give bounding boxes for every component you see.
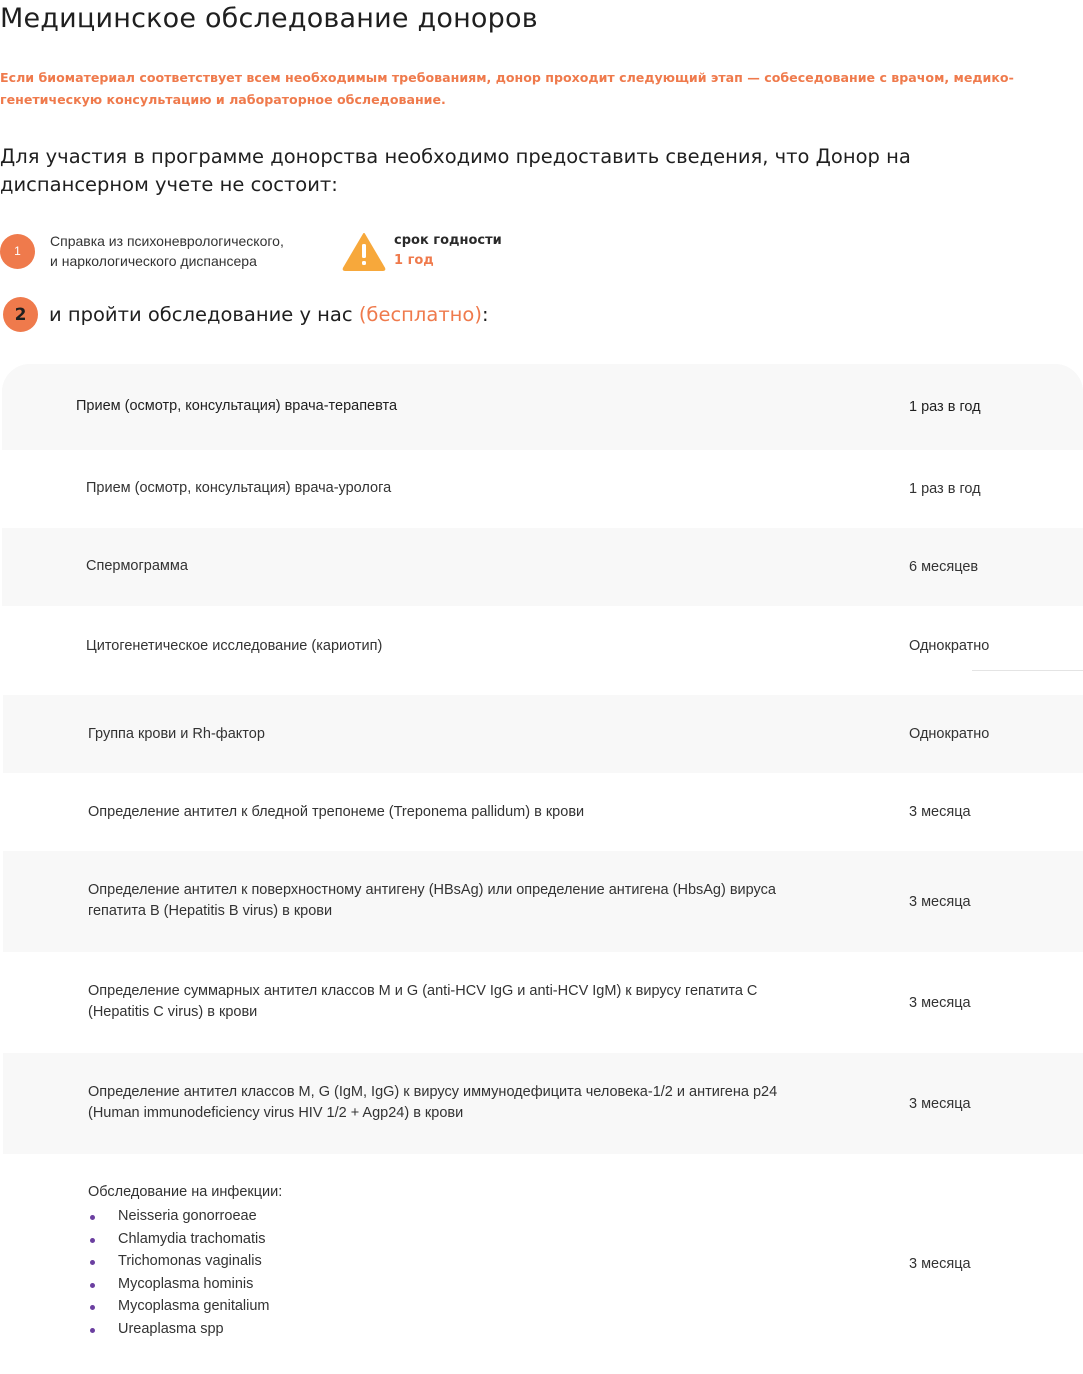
row-name-line: гепатита B (Hepatitis B virus) в крови bbox=[88, 903, 333, 919]
step-1 bbox=[0, 229, 502, 273]
row-frequency: 1 раз в год bbox=[909, 399, 981, 415]
step-1-badge: 1 bbox=[0, 234, 35, 269]
row-frequency: Однократно bbox=[909, 726, 990, 742]
row-name-line: Определение антител классов M, G (IgM, IgG) к вирусу иммунодефицита человека-1/2 и антигена p24 bbox=[88, 1084, 778, 1100]
requirements-heading: Для участия в программе донорства необходимо предоставить сведения, что Донор на диспансерном учете не состоит: bbox=[0, 145, 911, 196]
row-name bbox=[88, 880, 776, 922]
list-item: Mycoplasma hominis bbox=[88, 1273, 282, 1296]
table-row bbox=[3, 1053, 1083, 1154]
divider bbox=[972, 670, 1083, 671]
row-frequency: 1 раз в год bbox=[909, 481, 981, 497]
row-frequency: 3 месяца bbox=[909, 1256, 971, 1272]
warning-icon bbox=[342, 231, 386, 271]
list-item: Trichomonas vaginalis bbox=[88, 1250, 282, 1273]
table-row bbox=[2, 606, 1083, 670]
row-frequency: 3 месяца bbox=[909, 1095, 971, 1112]
row-name: Цитогенетическое исследование (кариотип) bbox=[86, 638, 383, 654]
list-item: Ureaplasma spp bbox=[88, 1318, 282, 1341]
row-frequency: 3 месяца bbox=[909, 893, 971, 910]
step-1-line-2: и наркологического диспансера bbox=[50, 253, 257, 269]
row-name-line: (Human immunodeficiency virus HIV 1/2 + Agp24) в крови bbox=[88, 1105, 464, 1121]
row-name bbox=[88, 1182, 282, 1340]
step-2-badge: 2 bbox=[3, 297, 38, 332]
row-name: Группа крови и Rh-фактор bbox=[88, 726, 265, 742]
step-2-text bbox=[49, 300, 489, 330]
table-gap bbox=[0, 670, 1083, 695]
table-row bbox=[3, 952, 1083, 1053]
step-2-colon: : bbox=[481, 302, 489, 326]
page-title: Медицинское обследование доноров bbox=[0, 3, 538, 34]
list-item: Chlamydia trachomatis bbox=[88, 1228, 282, 1251]
validity-label: срок годности bbox=[394, 233, 502, 248]
table-row bbox=[3, 1154, 1083, 1374]
row-name bbox=[88, 981, 757, 1023]
list-item: Mycoplasma genitalium bbox=[88, 1295, 282, 1318]
row-frequency: Однократно bbox=[909, 638, 990, 654]
step-1-line-1: Справка из психоневрологического, bbox=[50, 233, 284, 249]
row-frequency: 6 месяцев bbox=[909, 559, 979, 575]
list-item: Neisseria gonorroeae bbox=[88, 1205, 282, 1228]
infections-heading: Обследование на инфекции: bbox=[88, 1184, 283, 1200]
table-row bbox=[2, 528, 1083, 606]
table-row bbox=[3, 695, 1083, 773]
validity-value: 1 год bbox=[394, 253, 434, 268]
row-frequency: 3 месяца bbox=[909, 804, 971, 820]
step-1-text bbox=[50, 231, 330, 271]
table-row bbox=[3, 851, 1083, 952]
row-name: Спермограмма bbox=[86, 558, 188, 574]
table-row bbox=[3, 773, 1083, 851]
row-name bbox=[88, 1082, 777, 1124]
step-2 bbox=[3, 297, 489, 332]
table-row bbox=[2, 450, 1083, 528]
validity-block bbox=[394, 231, 502, 271]
infections-list bbox=[88, 1205, 282, 1340]
lead-text: Если биоматериал соответствует всем необходимым требованиям, донор проходит следующий этап — собеседование с врачом, медико-генетическую консультацию и лабораторное обследование. bbox=[0, 70, 1014, 107]
step-2-free-label: (бесплатно) bbox=[358, 302, 482, 326]
table-row bbox=[2, 364, 1083, 450]
row-name: Определение антител к бледной трепонеме (Treponema pallidum) в крови bbox=[88, 804, 585, 820]
row-name: Прием (осмотр, консультация) врача-уролога bbox=[86, 480, 392, 496]
row-name-line: Определение суммарных антител классов M и G (anti-HCV IgG и anti-HCV IgM) к вирусу гепатита C bbox=[88, 983, 758, 999]
row-frequency: 3 месяца bbox=[909, 994, 971, 1011]
row-name-line: Определение антител к поверхностному антигену (HBsAg) или определение антигена (HbsAg) вируса bbox=[88, 882, 776, 898]
row-name-line: (Hepatitis C virus) в крови bbox=[88, 1004, 258, 1020]
row-name: Прием (осмотр, консультация) врача-терапевта bbox=[76, 398, 398, 414]
step-2-text-main: и пройти обследование у нас bbox=[49, 302, 359, 326]
